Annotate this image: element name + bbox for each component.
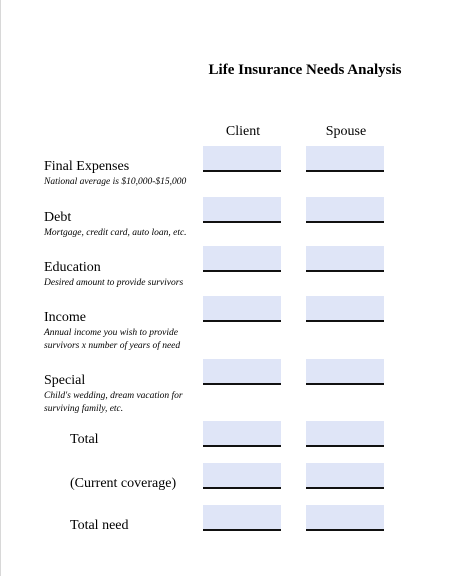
row-label-education: Education [44,260,101,275]
spouse-current-coverage-field[interactable] [306,463,384,489]
client-special-field[interactable] [203,359,281,385]
row-education [44,259,183,290]
row-desc-final-expenses: National average is $10,000-$15,000 [44,177,187,187]
spouse-total-field[interactable] [306,421,384,447]
page-title: Life Insurance Needs Analysis [208,62,402,78]
column-header-client: Client [225,124,261,139]
client-total-need-field[interactable] [203,505,281,531]
column-header-spouse: Spouse [325,124,367,139]
page-edge [0,0,1,576]
row-desc-income: Annual income you wish to provide survivors x number of years of need [44,328,181,351]
row-debt [44,209,187,240]
row-desc-education: Desired amount to provide survivors [44,278,184,288]
spouse-total-need-field[interactable] [306,505,384,531]
row-label-final-expenses: Final Expenses [44,159,130,174]
spouse-debt-field[interactable] [306,197,384,223]
row-label-special: Special [44,373,86,388]
row-desc-debt: Mortgage, credit card, auto loan, etc. [44,228,187,238]
row-final-expenses [44,158,186,189]
client-debt-field[interactable] [203,197,281,223]
client-final-expenses-field[interactable] [203,146,281,172]
current-coverage-label: (Current coverage) [70,476,177,491]
client-education-field[interactable] [203,246,281,272]
row-income [44,309,180,353]
client-income-field[interactable] [203,296,281,322]
client-current-coverage-field[interactable] [203,463,281,489]
row-desc-special: Child's wedding, dream vacation for surviving family, etc. [44,391,183,414]
client-total-field[interactable] [203,421,281,447]
row-label-debt: Debt [44,210,72,225]
row-label-income: Income [44,310,86,325]
spouse-special-field[interactable] [306,359,384,385]
total-label: Total [70,432,99,447]
total-need-label: Total need [70,518,129,533]
row-special [44,372,183,416]
spouse-education-field[interactable] [306,246,384,272]
spouse-final-expenses-field[interactable] [306,146,384,172]
spouse-income-field[interactable] [306,296,384,322]
